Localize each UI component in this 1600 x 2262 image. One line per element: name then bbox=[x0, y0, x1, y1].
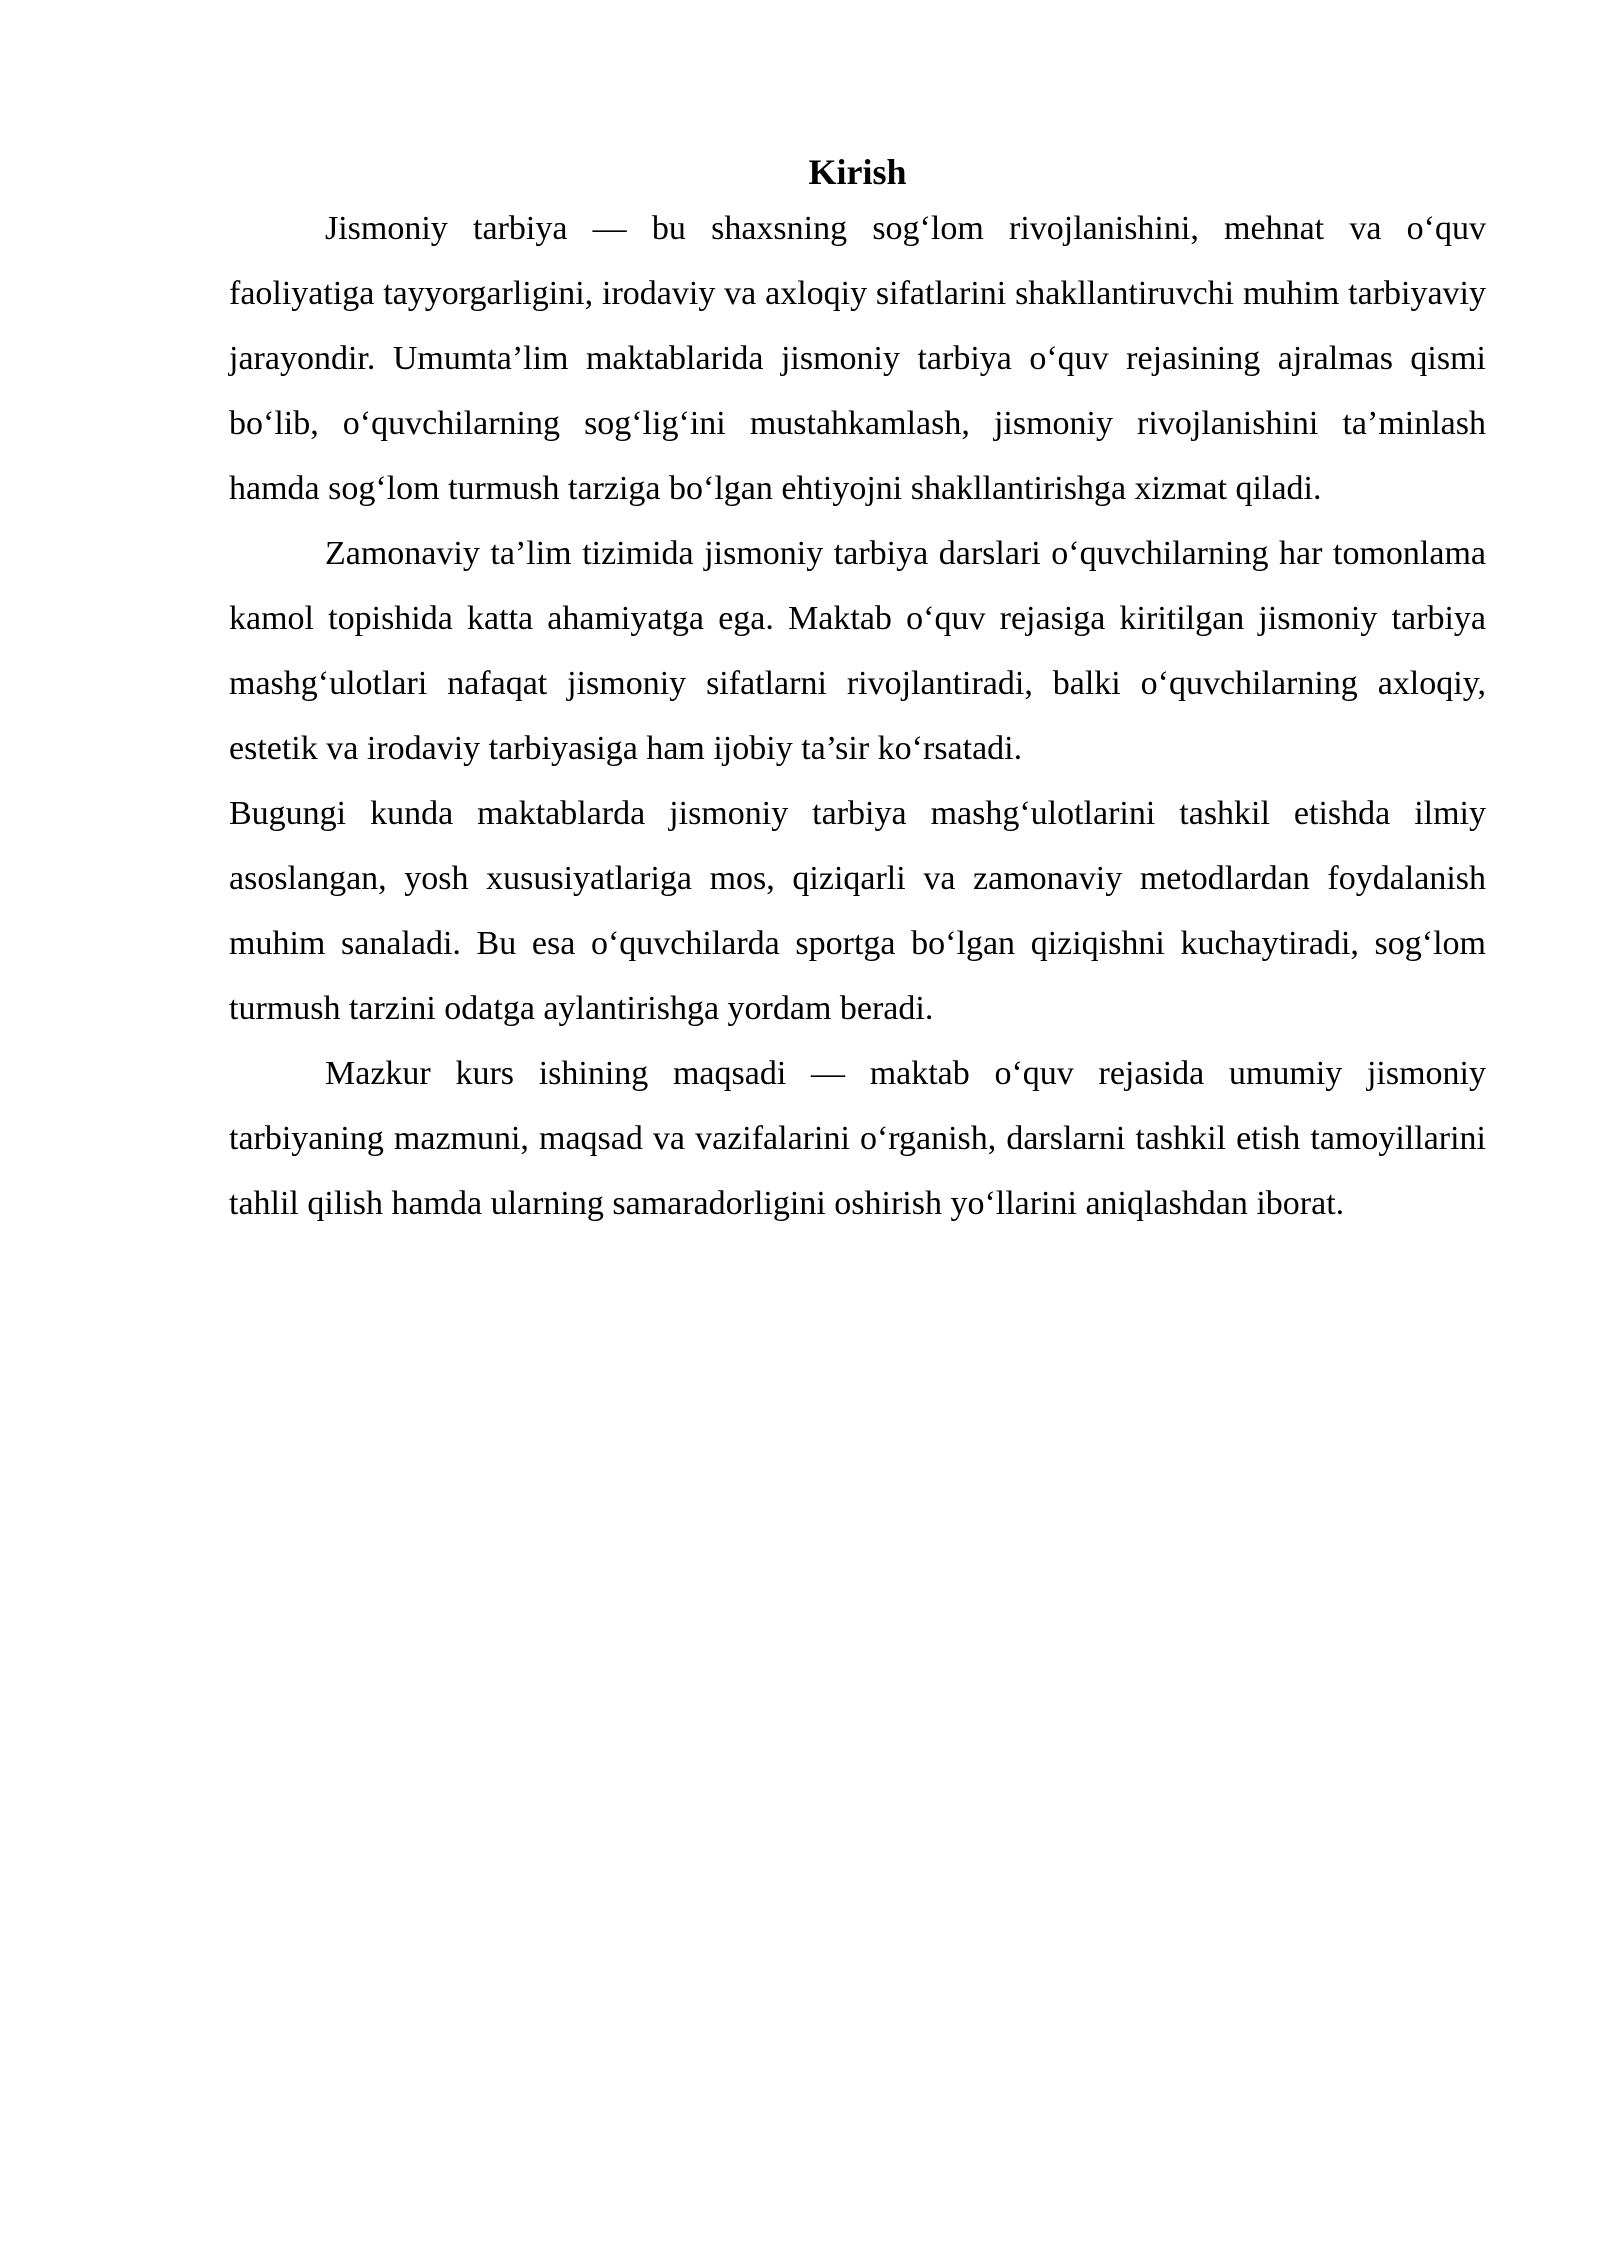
section-title: Kirish bbox=[808, 152, 907, 192]
document-body bbox=[229, 148, 1486, 1236]
paragraph-4: Mazkur kurs ishining maqsadi — maktab o‘quv rejasida umumiy jismoniy tarbiyaning mazmuni, maqsad va vazifalarini o‘rganish, darslarni tashkil etish tamoyillarini tahlil qilish hamda ularning samaradorligini oshirish yo‘llarini aniqlashdan iborat. bbox=[229, 1055, 1486, 1222]
paragraph-1: Jismoniy tarbiya — bu shaxsning sog‘lom rivojlanishini, mehnat va o‘quv faoliyatiga tayyorgarligini, irodaviy va axloqiy sifatlarini shakllantiruvchi muhim tarbiyaviy jarayondir. Umumta’lim maktablarida jismoniy tarbiya o‘quv rejasining ajralmas qismi bo‘lib, o‘quvchilarning sog‘lig‘ini mustahkamlash, jismoniy rivojlanishini ta’minlash hamda sog‘lom turmush tarziga bo‘lgan ehtiyojni shakllantirishga xizmat qiladi. bbox=[229, 210, 1486, 507]
paragraph-2: Zamonaviy ta’lim tizimida jismoniy tarbiya darslari o‘quvchilarning har tomonlama kamol topishida katta ahamiyatga ega. Maktab o‘quv rejasiga kiritilgan jismoniy tarbiya mashg‘ulotlari nafaqat jismoniy sifatlarni rivojlantiradi, balki o‘quvchilarning axloqiy, estetik va irodaviy tarbiyasiga ham ijobiy ta’sir ko‘rsatadi. bbox=[229, 535, 1486, 767]
paragraph-3: Bugungi kunda maktablarda jismoniy tarbiya mashg‘ulotlarini tashkil etishda ilmiy asoslangan, yosh xususiyatlariga mos, qiziqarli va zamonaviy metodlardan foydalanish muhim sanaladi. Bu esa o‘quvchilarda sportga bo‘lgan qiziqishni kuchaytiradi, sog‘lom turmush tarzini odatga aylantirishga yordam beradi. bbox=[229, 795, 1486, 1027]
